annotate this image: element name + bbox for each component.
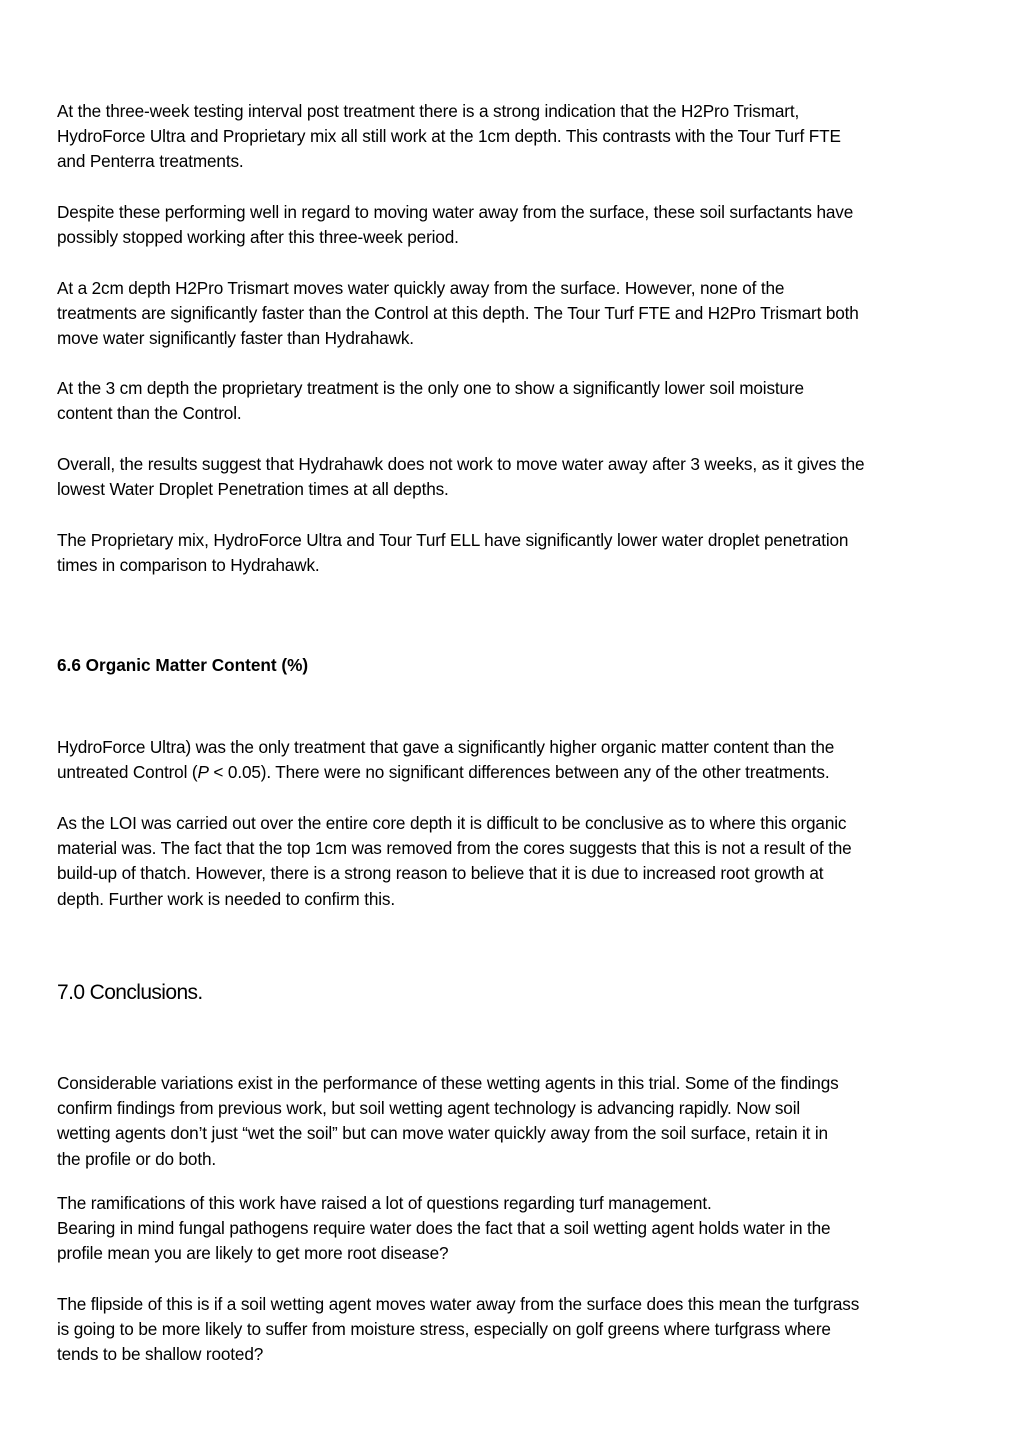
paragraph-flipside xyxy=(57,1292,972,1368)
text-line: profile mean you are likely to get more root disease? xyxy=(57,1243,449,1264)
text-line: HydroForce Ultra) was the only treatment that gave a significantly higher organic matter content than the xyxy=(57,737,835,757)
text-line: Considerable variations exist in the performance of these wetting agents in this trial. Some of the findings xyxy=(57,1073,839,1093)
text-line: HydroForce Ultra and Proprietary mix all still work at the 1cm depth. This contrasts with the Tour Turf FTE xyxy=(57,126,841,147)
text-line: material was. The fact that the top 1cm was removed from the cores suggests that this is not a result of the xyxy=(57,838,852,859)
text-line: Despite these performing well in regard to moving water away from the surface, these soil surfactants have xyxy=(57,202,854,222)
text-line: build-up of thatch. However, there is a strong reason to believe that it is due to increased root growth at xyxy=(57,863,824,884)
text-line: The Proprietary mix, HydroForce Ultra and Tour Turf ELL have significantly lower water droplet penetration xyxy=(57,530,849,550)
paragraph-considerable-variations xyxy=(57,1071,972,1172)
text-line: wetting agents don’t just “wet the soil” but can move water quickly away from the soil surface, retain it in xyxy=(57,1123,828,1144)
text-line: Overall, the results suggest that Hydrahawk does not work to move water away after 3 weeks, as it gives the xyxy=(57,454,865,474)
text-line: depth. Further work is needed to confirm this. xyxy=(57,888,395,909)
text-line: tends to be shallow rooted? xyxy=(57,1344,264,1365)
text-fragment: < 0.05). There were no significant differences between any of the other treatments. xyxy=(208,762,830,783)
paragraph-2cm-depth xyxy=(57,276,972,352)
paragraph-proprietary-mix xyxy=(57,528,972,578)
text-line: treatments are significantly faster than the Control at this depth. The Tour Turf FTE and H2Pro Trismart both xyxy=(57,303,859,324)
text-line: The ramifications of this work have raised a lot of questions regarding turf management. xyxy=(57,1193,712,1213)
p-value-symbol: P xyxy=(197,762,209,783)
text-line: At the three-week testing interval post treatment there is a strong indication that the H2Pro Trismart, xyxy=(57,101,800,121)
paragraph-surfactants-stopped xyxy=(57,200,972,250)
section-heading-organic-matter: 6.6 Organic Matter Content (%) xyxy=(57,655,309,675)
text-line xyxy=(57,760,972,785)
paragraph-3cm-depth xyxy=(57,376,972,426)
paragraph-three-week-interval xyxy=(57,99,972,175)
text-line: At a 2cm depth H2Pro Trismart moves water quickly away from the surface. However, none of the xyxy=(57,278,785,298)
paragraph-organic-matter-result xyxy=(57,735,972,785)
text-line: At the 3 cm depth the proprietary treatment is the only one to show a significantly lower soil moisture xyxy=(57,378,804,398)
paragraph-ramifications xyxy=(57,1191,972,1267)
text-line: move water significantly faster than Hydrahawk. xyxy=(57,328,414,349)
paragraph-loi-core-depth xyxy=(57,811,972,912)
text-line: The flipside of this is if a soil wetting agent moves water away from the surface does this mean the turfgrass xyxy=(57,1294,860,1314)
text-line: lowest Water Droplet Penetration times at all depths. xyxy=(57,479,449,500)
text-fragment: untreated Control ( xyxy=(57,762,198,783)
section-heading-conclusions: 7.0 Conclusions. xyxy=(57,981,203,1004)
text-line: is going to be more likely to suffer from moisture stress, especially on golf greens where turfgrass where xyxy=(57,1319,831,1340)
text-line: the profile or do both. xyxy=(57,1148,216,1169)
text-line: As the LOI was carried out over the entire core depth it is difficult to be conclusive as to where this organic xyxy=(57,813,847,833)
text-line: Bearing in mind fungal pathogens require water does the fact that a soil wetting agent holds water in the xyxy=(57,1218,831,1239)
paragraph-hydrahawk-overall xyxy=(57,452,972,502)
text-line: times in comparison to Hydrahawk. xyxy=(57,555,320,576)
text-line: confirm findings from previous work, but soil wetting agent technology is advancing rapidly. Now soil xyxy=(57,1098,801,1119)
text-line: content than the Control. xyxy=(57,403,242,424)
text-line: and Penterra treatments. xyxy=(57,151,244,172)
text-line: possibly stopped working after this three-week period. xyxy=(57,227,459,248)
